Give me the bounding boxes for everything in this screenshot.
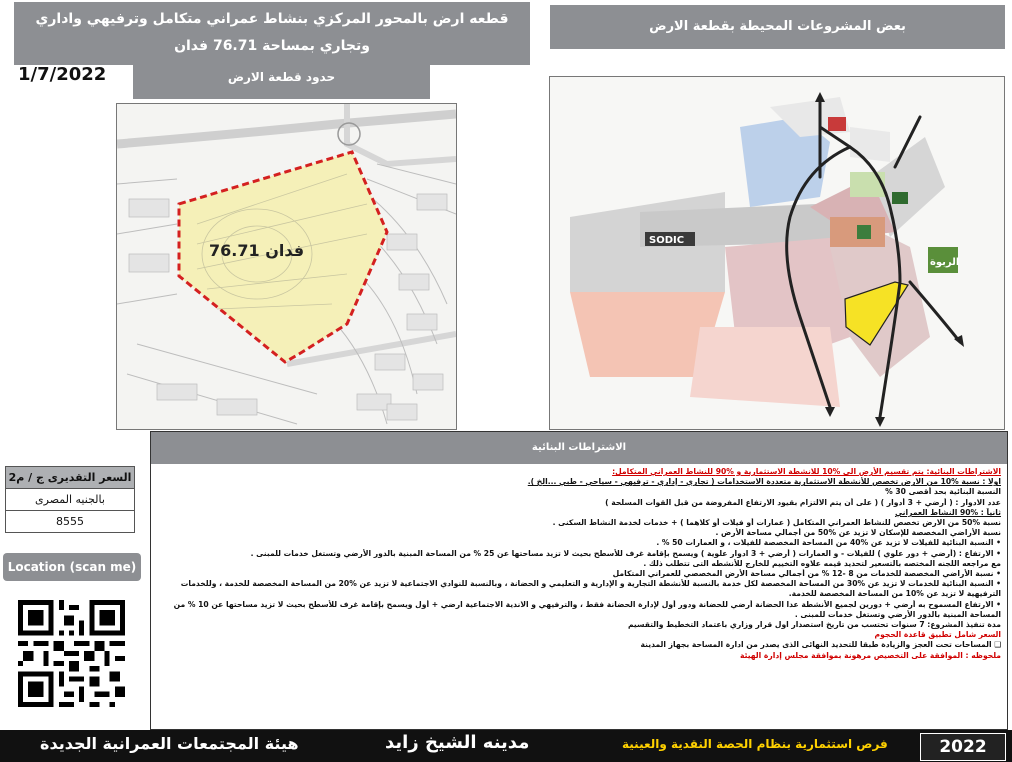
- condition-line: • الارتفاع : (أرضي + دور علوي ) للفيلات - و العمارات ( أرضي + 3 ادوار علوية ) ويسمح بإقامة غرف للأسطح بحيث لا تزيد مساحتها عن 25 % من المساحة المبنية بالدور الأرضي وتستغل خدمات للمبنى .: [250, 548, 1001, 558]
- city-name: مدينه الشيخ زايد: [385, 732, 530, 753]
- condition-line: ملحوظه : الموافقة على التخصيص مرهونة بموافقة مجلس إدارة الهيئة: [739, 650, 1001, 660]
- location-button[interactable]: Location (scan me): [3, 553, 141, 581]
- condition-line: النسبة البنائية بحد أقصى 30 %: [885, 487, 1001, 497]
- plot-map-drawing: [117, 104, 456, 429]
- condition-line: اولا : نسبة %10 من الارض تخصص للأنشطة الاستثمارية متعددة الاستخدامات ( تجاري - إداري - ترفيهي - سياحي - طبي ...الخ ).: [527, 477, 1001, 487]
- authority-name: هيئة المجتمعات العمرانية الجديدة: [40, 734, 299, 753]
- document-date: 1/7/2022: [18, 64, 107, 85]
- condition-line: • النسبة البنائية للفيلات لا تزيد عن %40 من المساحة المخصصة للفيلات ، و العمارات 50 % .: [656, 538, 1001, 548]
- surrounding-map-drawing: [550, 77, 1004, 429]
- plot-boundary-map: [116, 103, 457, 430]
- condition-line: الاشتراطات البنائية: يتم تقسيم الأرض الى %10 للانشطة الاستثمارية و %90 للنشاط العمراني المتكامل:: [612, 467, 1001, 476]
- condition-line: • النسبة البنائية للخدمات لا تزيد عن %30 من المساحة المخصصة لكل خدمة بالنسبة للأنشطة التجارية و الإدارية و التعليمي و الحضانة ، وبالنسبة للنوادي الاجتماعية لا تزيد عن %20 من المساحة المخصصة للخدمة ، وللخدمات: [180, 579, 1001, 589]
- program-name: فرص استثمارية بنظام الحصة النقدية والعينية: [622, 737, 888, 751]
- year-badge: 2022: [920, 733, 1006, 761]
- condition-line: المساحة المبنية بالدور الأرضي وتستغل خدمات للمبنى .: [794, 609, 1001, 619]
- price-table: [5, 466, 135, 533]
- condition-line: مدة تنفيذ المشروع: 7 سنوات تحتسب من تاريخ استصدار اول قرار وزاري باعتماد التخطيط والتقسيم: [627, 620, 1001, 630]
- location-qr-code[interactable]: [18, 600, 125, 707]
- page-title: [14, 2, 530, 65]
- condition-line: مع مراجعه اللجنه المختصه بالتسعير لتحديد قيمه علاوه التخييم للخارج للأنشطه التى تتطلب ذلك .: [643, 558, 1001, 568]
- title-line-1: قطعه ارض بالمحور المركزي بنشاط عمراني متكامل وترفيهي واداري: [35, 11, 509, 27]
- plot-area-label: 76.71 فدان: [209, 241, 305, 260]
- condition-line: عدد الادوار : ( أرضي + 3 أدوار ) ( على أن يتم الالتزام بقيود الارتفاع المفروضة من قبل القوات المسلحة ): [605, 497, 1001, 507]
- condition-line: الترفيهية لا تزيد عن %10 من المساحة المخصصة للخدمة.: [788, 589, 1001, 599]
- price-header: السعر التقديرى ج / م2: [6, 467, 135, 489]
- surrounding-projects-map: [549, 76, 1005, 430]
- conditions-heading: الاشتراطات البنائية: [151, 432, 1007, 464]
- condition-line: السعر شامل تطبيق قاعدة الحجوم: [874, 630, 1001, 640]
- condition-line: ثانياً : %90 النشاط العمراني: [894, 507, 1001, 517]
- price-currency: بالجنيه المصرى: [6, 489, 135, 511]
- building-conditions-panel: [150, 431, 1008, 730]
- title-line-2: وتجاري بمساحة 76.71 فدان: [174, 38, 370, 54]
- condition-line: نسبة %50 من الارض تخصص للنشاط العمراني المتكامل ( عمارات أو فيلات أو كلاهما ) + خدمات لخدمة النشاط السكنى .: [552, 518, 1001, 528]
- surrounding-projects-title: بعض المشروعات المحيطة بقطعة الارض: [550, 5, 1005, 49]
- conditions-list: [151, 464, 1007, 661]
- condition-line: نسبة الأراضي المخصصة للإسكان لا تزيد عن %50 من أجمالي مساحة الأرض .: [715, 528, 1001, 538]
- condition-line: ❑ المساحات تحت العجز والزيادة طبقا للتحديد النهائى الذى يصدر من ادارة المساحة بجهاز المدينة: [640, 640, 1001, 650]
- sodic-label: SODIC: [649, 235, 685, 246]
- rabwa-label: الربوة: [930, 257, 960, 268]
- map-boundary-subtitle: حدود قطعة الارض: [133, 65, 430, 99]
- price-value: 8555: [6, 511, 135, 533]
- condition-line: • الارتفاع المسموح به أرضي + دورين لجميع الأنشطة عدا الحضانة أرضي للحضانة ودور أول لإدارة الحضانة فقط ، والترفيهي و الاندية الاجتماعية ارضي + أول ويسمح بإقامة غرف للأسطح بحيث لا تزيد مساحتها عن 10 % من: [173, 599, 1001, 609]
- qr-code-image: [18, 600, 125, 707]
- condition-line: • نسبة الأراضي المخصصة للخدمات من 8 -12 % من أجمالي مساحة الأرض المخصصي للعمراني المتكامل: [612, 569, 1001, 579]
